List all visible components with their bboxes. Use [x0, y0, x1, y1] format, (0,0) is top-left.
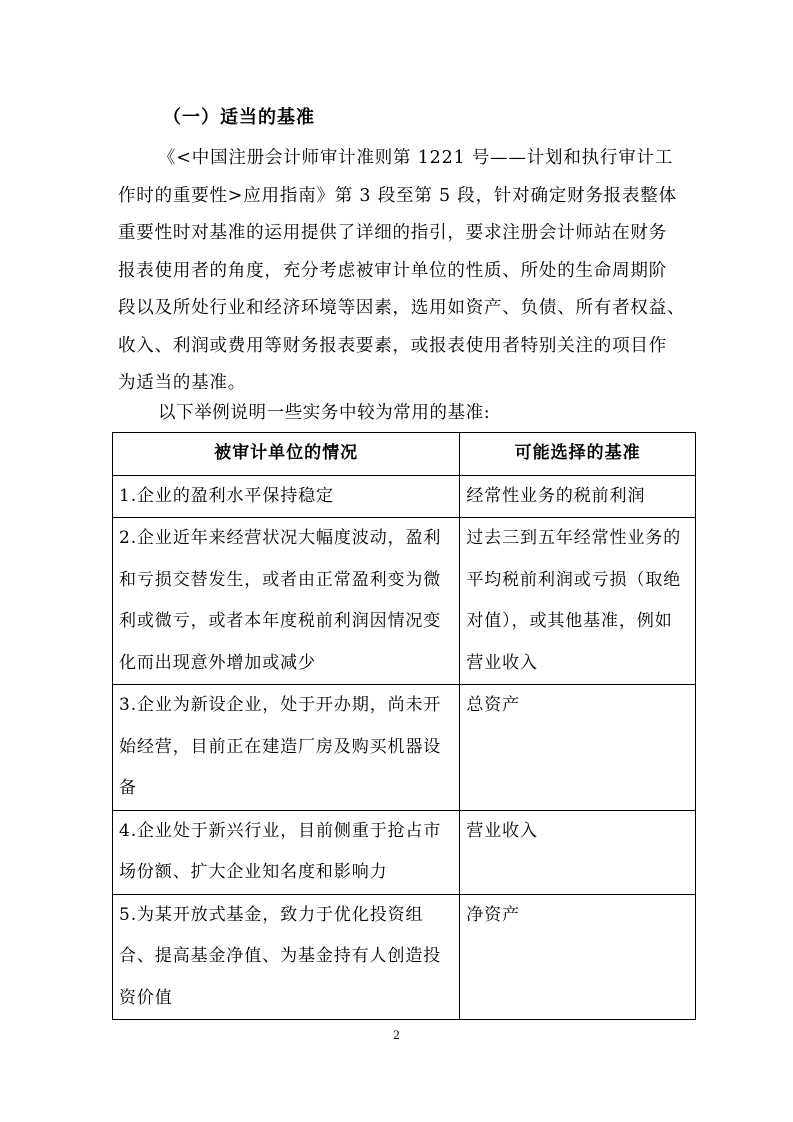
table-row — [113, 810, 696, 894]
table-row — [113, 894, 696, 1020]
body-paragraph — [118, 140, 686, 403]
basis-cell: 经常性业务的税前利润 — [460, 475, 696, 518]
table-row — [113, 685, 696, 811]
page-number: 2 — [393, 1027, 400, 1042]
table-row — [113, 518, 696, 685]
section-heading: （一）适当的基准 — [163, 107, 315, 128]
table-header-row — [113, 433, 696, 476]
benchmark-table — [112, 432, 696, 1020]
table-intro: 以下举例说明一些实务中较为常用的基准: — [158, 403, 491, 423]
paragraph-line: 作时的重要性>应用指南》第 3 段至第 5 段，针对确定财务报表整体 — [118, 185, 677, 206]
basis-cell: 营业收入 — [460, 810, 696, 894]
situation-cell: 4.企业处于新兴行业，目前侧重于抢占市场份额、扩大企业知名度和影响力 — [113, 810, 460, 894]
table-row — [113, 475, 696, 518]
paragraph-line: 段以及所处行业和经济环境等因素，选用如资产、负债、所有者权益、 — [118, 298, 686, 318]
header-basis: 可能选择的基准 — [460, 433, 696, 476]
basis-cell: 过去三到五年经常性业务的平均税前利润或亏损（取绝对值），或其他基准，例如营业收入 — [460, 518, 696, 685]
situation-cell: 2.企业近年来经营状况大幅度波动，盈利和亏损交替发生，或者由正常盈利变为微利或微亏，或者本年度税前利润因情况变化而出现意外增加或减少 — [113, 518, 460, 685]
basis-cell: 总资产 — [460, 685, 696, 811]
header-situation: 被审计单位的情况 — [113, 433, 460, 476]
paragraph-line: 报表使用者的角度，充分考虑被审计单位的性质、所处的生命周期阶 — [118, 260, 667, 281]
situation-cell: 3.企业为新设企业，处于开办期，尚未开始经营，目前正在建造厂房及购买机器设备 — [113, 685, 460, 811]
paragraph-line: 收入、利润或费用等财务报表要素，或报表使用者特别关注的项目作 — [118, 335, 667, 356]
paragraph-line: 《<中国注册会计师审计准则第 1221 号——计划和执行审计工 — [158, 148, 674, 168]
basis-cell: 净资产 — [460, 894, 696, 1020]
situation-cell: 5.为某开放式基金，致力于优化投资组合、提高基金净值、为基金持有人创造投资价值 — [113, 894, 460, 1020]
situation-cell: 1.企业的盈利水平保持稳定 — [113, 475, 460, 518]
paragraph-line: 为适当的基准。 — [118, 373, 247, 393]
paragraph-line: 重要性时对基准的运用提供了详细的指引，要求注册会计师站在财务 — [118, 223, 667, 243]
